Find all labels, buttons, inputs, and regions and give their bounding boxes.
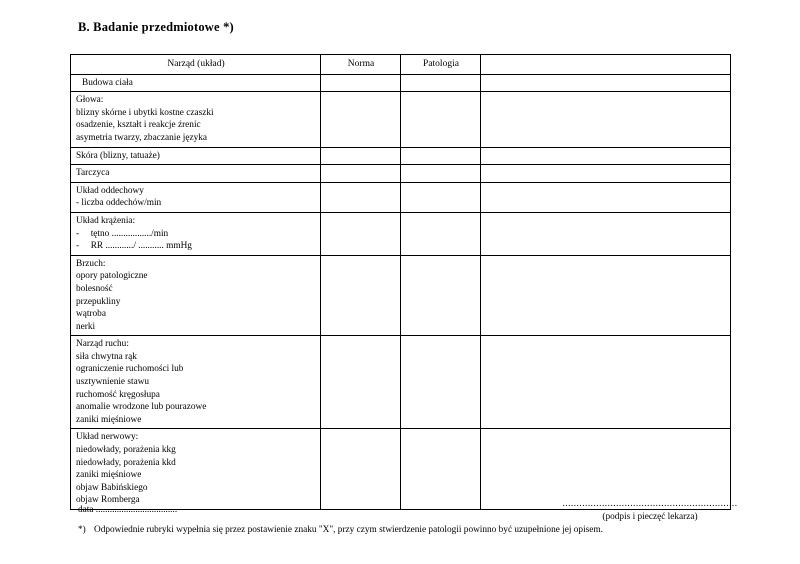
row-line: opory patologiczne <box>76 271 148 282</box>
row-line: ograniczenie ruchomości lub <box>76 364 184 375</box>
footnote <box>78 524 678 537</box>
row-line: Głowa: <box>76 95 104 106</box>
row-line: Układ oddechowy <box>76 185 144 196</box>
column-header-patologia: Patologia <box>401 55 481 75</box>
cell-patologia[interactable] <box>401 255 481 336</box>
row-line: usztywnienie stawu <box>76 377 150 388</box>
table-row <box>71 336 731 429</box>
examination-table <box>70 54 731 510</box>
row-label-tarczyca <box>71 165 321 183</box>
row-line: wątroba <box>76 309 106 320</box>
cell-patologia[interactable] <box>401 92 481 147</box>
signature-caption: (podpis i pieczęć lekarza) <box>602 512 698 522</box>
table-row <box>71 74 731 92</box>
row-line: Układ nerwowy: <box>76 432 139 443</box>
cell-extra[interactable] <box>481 255 731 336</box>
table-row <box>71 147 731 165</box>
cell-patologia[interactable] <box>401 182 481 212</box>
table-header-row <box>71 55 731 75</box>
signature-block <box>560 498 740 524</box>
row-line: Tarczyca <box>76 168 110 179</box>
cell-patologia[interactable] <box>401 165 481 183</box>
row-line: - tętno ................./min <box>76 228 169 239</box>
row-label-glowa <box>71 92 321 147</box>
row-line: zaniki mięśniowe <box>76 414 142 425</box>
cell-norma[interactable] <box>321 212 401 255</box>
cell-extra[interactable] <box>481 165 731 183</box>
cell-extra[interactable] <box>481 92 731 147</box>
table-row <box>71 212 731 255</box>
row-line: osadzenie, kształt i reakcje źrenic <box>76 120 201 131</box>
row-line: przepukliny <box>76 296 121 307</box>
row-label-narzad-ruchu <box>71 336 321 429</box>
row-line: Budowa ciała <box>82 77 133 88</box>
row-line: Brzuch: <box>76 258 106 269</box>
cell-extra[interactable] <box>481 212 731 255</box>
column-header-organ: Narząd (układ) <box>71 55 321 75</box>
cell-extra[interactable] <box>481 182 731 212</box>
cell-patologia[interactable] <box>401 74 481 92</box>
column-header-norma: Norma <box>321 55 401 75</box>
row-label-skora <box>71 147 321 165</box>
row-line: objaw Babińskiego <box>76 482 148 493</box>
page-title: B. Badanie przedmiotowe *) <box>78 20 234 34</box>
row-line: zaniki mięśniowe <box>76 470 142 481</box>
cell-extra[interactable] <box>481 74 731 92</box>
cell-patologia[interactable] <box>401 212 481 255</box>
row-label-uklad-nerwowy <box>71 429 321 510</box>
table-body <box>71 55 731 510</box>
table-row <box>71 255 731 336</box>
cell-norma[interactable] <box>321 255 401 336</box>
cell-norma[interactable] <box>321 182 401 212</box>
column-header-extra <box>481 55 731 75</box>
row-line: Układ krążenia: <box>76 215 136 226</box>
row-line: asymetria twarzy, zbaczanie języka <box>76 132 208 143</box>
row-line: objaw Romberga <box>76 495 140 506</box>
table-row <box>71 165 731 183</box>
table-row <box>71 182 731 212</box>
cell-norma[interactable] <box>321 165 401 183</box>
row-line: Narząd ruchu: <box>76 339 129 350</box>
row-line: bolesność <box>76 283 113 294</box>
cell-patologia[interactable] <box>401 147 481 165</box>
row-line: niedowłady, porażenia kkd <box>76 457 176 468</box>
row-line: - liczba oddechów/min <box>76 198 162 209</box>
cell-norma[interactable] <box>321 147 401 165</box>
row-line: siła chwytna rąk <box>76 351 137 362</box>
row-label-uklad-oddechowy <box>71 182 321 212</box>
row-line: blizny skórne i ubytki kostne czaszki <box>76 107 214 118</box>
footnote-text: Odpowiednie rubryki wypełnia się przez postawienie znaku "X", przy czym stwierdzenie patologii powinno być uzupełnione jej opisem. <box>94 525 603 535</box>
row-line: Skóra (blizny, tatuaże) <box>76 150 160 161</box>
row-line: - RR ............/ ........... mmHg <box>76 241 192 252</box>
cell-norma[interactable] <box>321 92 401 147</box>
row-label-budowa-ciala <box>71 74 321 92</box>
row-line: ruchomość kręgosłupa <box>76 389 160 400</box>
row-label-brzuch <box>71 255 321 336</box>
row-line: nerki <box>76 321 96 332</box>
cell-patologia[interactable] <box>401 429 481 510</box>
cell-norma[interactable] <box>321 429 401 510</box>
row-line: anomalie wrodzone lub pourazowe <box>76 402 207 413</box>
cell-extra[interactable] <box>481 147 731 165</box>
cell-norma[interactable] <box>321 336 401 429</box>
cell-norma[interactable] <box>321 74 401 92</box>
footnote-marker: *) <box>78 525 86 535</box>
cell-extra[interactable] <box>481 336 731 429</box>
row-line: niedowłady, porażenia kkg <box>76 445 176 456</box>
table-row <box>71 92 731 147</box>
signature-line[interactable]: .............................................................. <box>562 499 738 509</box>
row-label-uklad-krazenia <box>71 212 321 255</box>
cell-patologia[interactable] <box>401 336 481 429</box>
date-field[interactable]: data ................................... <box>78 505 178 515</box>
